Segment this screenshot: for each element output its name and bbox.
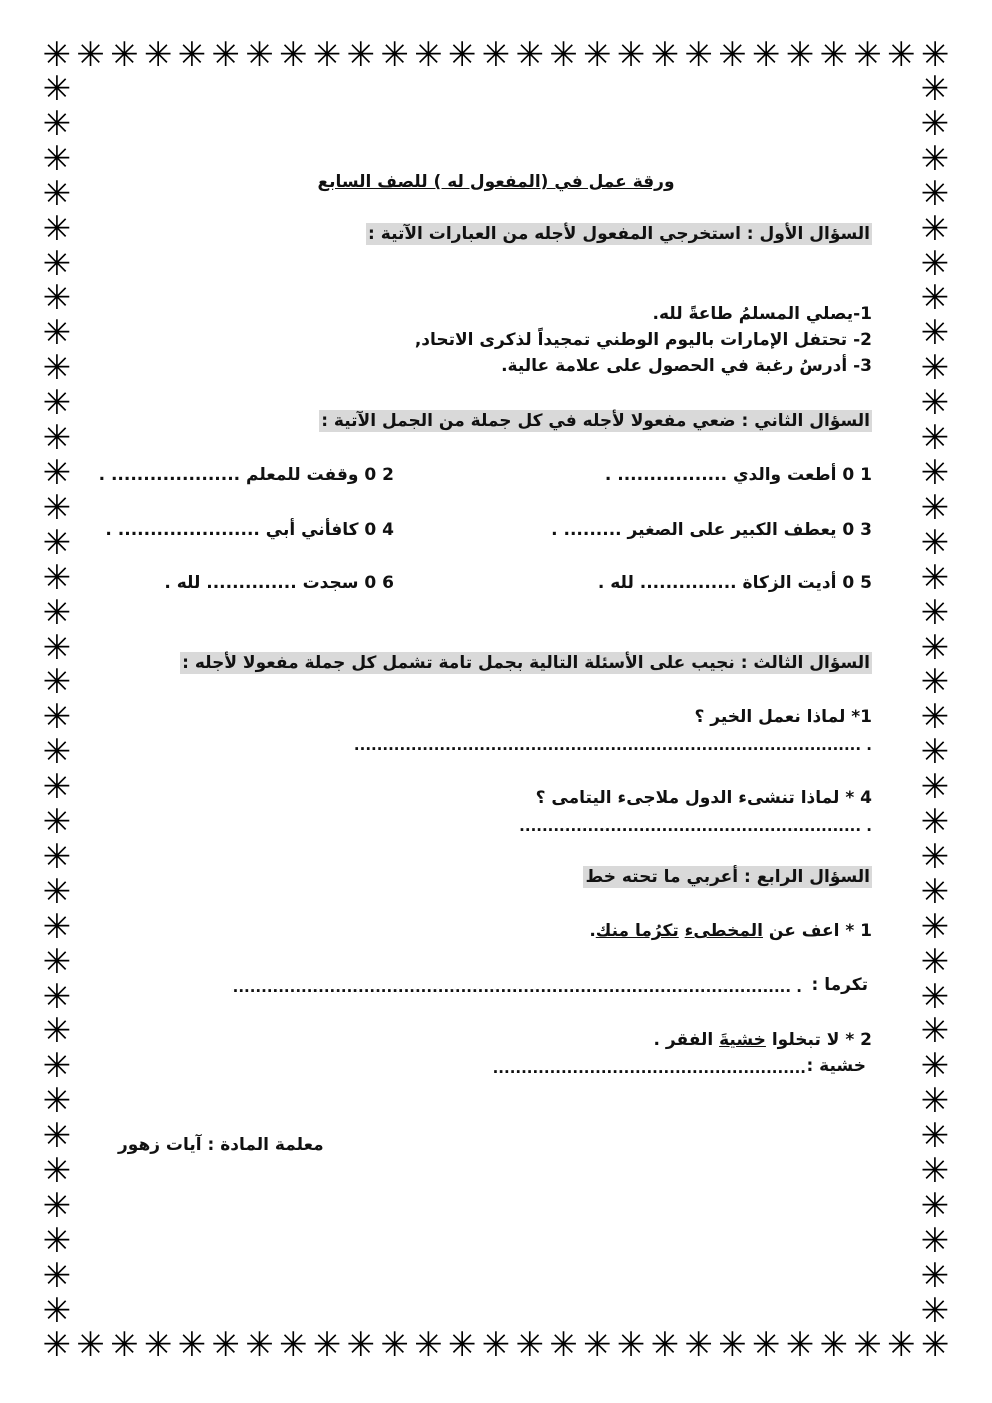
border-star-icon: ✳ — [920, 732, 950, 773]
border-star-icon: ✳ — [920, 662, 950, 703]
border-star-icon: ✳ — [177, 1325, 207, 1365]
border-star-icon: ✳ — [920, 1046, 950, 1087]
border-star-icon: ✳ — [920, 697, 950, 738]
border-star-icon: ✳ — [549, 35, 578, 75]
border-star-icon: ✳ — [143, 1325, 173, 1365]
page-title-text: ورقة عمل في (المفعول له ) للصف السابع — [317, 172, 675, 192]
border-star-icon: ✳ — [819, 35, 849, 75]
border-star-icon: ✳ — [245, 1325, 274, 1365]
border-star-icon: ✳ — [920, 313, 950, 354]
border-star-icon: ✳ — [515, 35, 545, 75]
border-star-icon: ✳ — [920, 348, 950, 389]
page-title — [0, 172, 992, 192]
border-star-icon: ✳ — [920, 383, 950, 424]
q4-answer-1-label: تكرما : — [811, 975, 868, 995]
border-star-icon: ✳ — [549, 1325, 578, 1365]
border-star-icon: ✳ — [245, 35, 274, 75]
q2-heading — [319, 411, 872, 431]
border-star-icon: ✳ — [920, 941, 950, 982]
q4-item-1-underlined-1: المخطىء — [684, 921, 763, 941]
q4-item-2-pre: 2 * لا تبخلوا — [765, 1030, 872, 1050]
border-star-icon: ✳ — [76, 35, 105, 75]
q4-heading-text: السؤال الرابع : أعربي ما تحته خط — [585, 867, 870, 887]
border-star-icon: ✳ — [279, 1325, 308, 1365]
q2-item-2: 2 0 وقفت للمعلم .................... . — [98, 465, 394, 485]
q2-item-6: 6 0 سجدت .............. لله . — [164, 573, 394, 593]
border-star-icon: ✳ — [819, 1325, 849, 1365]
border-star-icon: ✳ — [110, 1325, 139, 1365]
border-star-icon: ✳ — [42, 1116, 72, 1157]
border-star-icon: ✳ — [887, 1325, 916, 1365]
q4-item-1-post: . — [589, 921, 596, 941]
border-star-icon: ✳ — [920, 1290, 950, 1331]
border-star-icon: ✳ — [920, 278, 950, 319]
q3-heading-text: السؤال الثالث : نجيب على الأسئلة التالية بجمل تامة تشمل كل جملة مفعولا لأجله : — [182, 653, 870, 673]
border-star-icon: ✳ — [42, 69, 72, 109]
border-star-icon: ✳ — [920, 452, 950, 493]
q1-item-2: 2- تحتفل الإمارات باليوم الوطني تمجيداً لذكرى الاتحاد, — [414, 330, 872, 350]
q4-item-1-underlined-2: تكرُما منك — [595, 921, 679, 941]
border-star-icon: ✳ — [920, 802, 950, 843]
q1-heading — [366, 224, 872, 244]
border-star-icon: ✳ — [650, 35, 680, 75]
border-star-icon: ✳ — [42, 732, 72, 773]
q4-heading — [583, 867, 872, 887]
q4-item-2-underlined: خشيةَ — [719, 1030, 766, 1050]
border-star-icon: ✳ — [583, 35, 612, 75]
border-star-icon: ✳ — [920, 871, 950, 912]
border-star-icon: ✳ — [42, 1046, 72, 1087]
border-star-icon: ✳ — [42, 522, 72, 563]
border-star-icon: ✳ — [380, 1325, 409, 1365]
q4-answer-2-line: ....................................................... — [492, 1059, 806, 1077]
q3-question-2: 4 * لماذا تنشىء الدول ملاجىء اليتامى ؟ — [535, 788, 872, 808]
border-star-icon: ✳ — [42, 1255, 72, 1296]
q4-item-1 — [589, 921, 872, 941]
border-star-icon: ✳ — [42, 103, 72, 144]
q4-item-2 — [654, 1030, 872, 1050]
border-star-icon: ✳ — [920, 208, 950, 249]
border-star-icon: ✳ — [920, 1255, 950, 1296]
teacher-name: معلمة المادة : آيات زهور — [118, 1135, 324, 1155]
border-star-icon: ✳ — [42, 871, 72, 912]
border-bottom — [40, 1325, 952, 1365]
q2-item-1: 1 0 أطعت والدي ................. . — [604, 465, 872, 485]
border-star-icon: ✳ — [920, 836, 950, 877]
border-star-icon: ✳ — [718, 1325, 747, 1365]
border-star-icon: ✳ — [42, 418, 72, 459]
border-star-icon: ✳ — [684, 35, 713, 75]
border-star-icon: ✳ — [920, 1116, 950, 1157]
border-left — [40, 69, 74, 1331]
border-star-icon: ✳ — [42, 767, 72, 808]
q2-item-5: 5 0 أديت الزكاة ............... لله . — [597, 573, 872, 593]
border-star-icon: ✳ — [448, 35, 477, 75]
border-star-icon: ✳ — [853, 35, 882, 75]
border-star-icon: ✳ — [42, 313, 72, 354]
q1-item-1: 1-يصلي المسلمُ طاعةً لله. — [652, 304, 872, 324]
q3-heading — [180, 653, 872, 673]
border-star-icon: ✳ — [42, 452, 72, 493]
border-star-icon: ✳ — [920, 1220, 950, 1261]
border-star-icon: ✳ — [42, 348, 72, 389]
border-star-icon: ✳ — [684, 1325, 713, 1365]
border-star-icon: ✳ — [616, 35, 646, 75]
border-star-icon: ✳ — [481, 35, 511, 75]
border-star-icon: ✳ — [920, 173, 950, 214]
border-star-icon: ✳ — [616, 1325, 646, 1365]
border-star-icon: ✳ — [920, 1011, 950, 1052]
q2-item-4: 4 0 كافأني أبي ...................... . — [105, 520, 394, 540]
border-star-icon: ✳ — [42, 243, 72, 284]
q3-answer-line-1: ......................................................................................... . — [353, 736, 872, 754]
border-star-icon: ✳ — [279, 35, 308, 75]
border-star-icon: ✳ — [515, 1325, 545, 1365]
border-star-icon: ✳ — [42, 592, 72, 633]
border-right — [918, 69, 952, 1331]
q4-item-1-pre: 1 * اعف عن — [762, 921, 872, 941]
q3-question-1: 1* لماذا نعمل الخير ؟ — [694, 707, 872, 727]
border-star-icon: ✳ — [920, 976, 950, 1017]
q2-heading-text: السؤال الثاني : ضعي مفعولا لأجله في كل جملة من الجمل الآتية : — [321, 411, 870, 431]
border-star-icon: ✳ — [42, 1325, 72, 1365]
border-star-icon: ✳ — [448, 1325, 477, 1365]
border-star-icon: ✳ — [42, 662, 72, 703]
border-star-icon: ✳ — [920, 592, 950, 633]
q1-heading-text: السؤال الأول : استخرجي المفعول لأجله من العبارات الآتية : — [368, 224, 870, 244]
border-star-icon: ✳ — [920, 906, 950, 947]
border-star-icon: ✳ — [42, 1186, 72, 1226]
border-star-icon: ✳ — [312, 35, 342, 75]
q4-item-2-post: الفقر . — [653, 1030, 720, 1050]
border-star-icon: ✳ — [752, 35, 781, 75]
q2-item-3: 3 0 يعطف الكبير على الصغير ......... . — [551, 520, 872, 540]
border-star-icon: ✳ — [42, 627, 72, 668]
border-star-icon: ✳ — [346, 35, 376, 75]
border-star-icon: ✳ — [42, 836, 72, 877]
border-star-icon: ✳ — [920, 627, 950, 668]
border-star-icon: ✳ — [920, 1081, 950, 1122]
border-star-icon: ✳ — [42, 906, 72, 947]
border-star-icon: ✳ — [920, 243, 950, 284]
border-star-icon: ✳ — [110, 35, 139, 75]
border-star-icon: ✳ — [143, 35, 173, 75]
border-star-icon: ✳ — [42, 383, 72, 424]
border-star-icon: ✳ — [920, 557, 950, 598]
q4-answer-2-label: خشية : — [806, 1056, 866, 1076]
border-star-icon: ✳ — [920, 1151, 950, 1192]
border-star-icon: ✳ — [752, 1325, 781, 1365]
border-star-icon: ✳ — [583, 1325, 612, 1365]
border-star-icon: ✳ — [42, 208, 72, 249]
border-star-icon: ✳ — [42, 1151, 72, 1192]
border-star-icon: ✳ — [650, 1325, 680, 1365]
border-star-icon: ✳ — [380, 35, 409, 75]
border-star-icon: ✳ — [920, 103, 950, 144]
border-star-icon: ✳ — [312, 1325, 342, 1365]
border-star-icon: ✳ — [887, 35, 916, 75]
border-star-icon: ✳ — [920, 767, 950, 808]
border-star-icon: ✳ — [42, 557, 72, 598]
border-top — [40, 35, 952, 75]
border-star-icon: ✳ — [920, 35, 950, 75]
border-star-icon: ✳ — [718, 35, 747, 75]
border-star-icon: ✳ — [920, 487, 950, 528]
border-star-icon: ✳ — [414, 35, 443, 75]
q1-item-3: 3- أدرسُ رغبة في الحصول على علامة عالية. — [501, 356, 872, 376]
border-star-icon: ✳ — [920, 138, 950, 179]
border-star-icon: ✳ — [42, 941, 72, 982]
border-star-icon: ✳ — [42, 138, 72, 179]
border-star-icon: ✳ — [920, 69, 950, 109]
border-star-icon: ✳ — [346, 1325, 376, 1365]
border-star-icon: ✳ — [42, 1011, 72, 1052]
border-star-icon: ✳ — [853, 1325, 882, 1365]
border-star-icon: ✳ — [920, 1186, 950, 1226]
border-star-icon: ✳ — [42, 35, 72, 75]
border-star-icon: ✳ — [42, 278, 72, 319]
border-star-icon: ✳ — [920, 1325, 950, 1365]
q4-answer-1-line: .................................................................................................. . — [232, 978, 802, 996]
border-star-icon: ✳ — [414, 1325, 443, 1365]
border-star-icon: ✳ — [785, 1325, 815, 1365]
q3-answer-line-2: ............................................................ . — [519, 817, 872, 835]
border-star-icon: ✳ — [920, 418, 950, 459]
border-star-icon: ✳ — [42, 802, 72, 843]
border-star-icon: ✳ — [211, 1325, 241, 1365]
border-star-icon: ✳ — [211, 35, 241, 75]
border-star-icon: ✳ — [42, 976, 72, 1017]
border-star-icon: ✳ — [920, 522, 950, 563]
border-star-icon: ✳ — [42, 487, 72, 528]
border-star-icon: ✳ — [42, 1220, 72, 1261]
border-star-icon: ✳ — [42, 173, 72, 214]
border-star-icon: ✳ — [76, 1325, 105, 1365]
border-star-icon: ✳ — [785, 35, 815, 75]
border-star-icon: ✳ — [481, 1325, 511, 1365]
border-star-icon: ✳ — [42, 697, 72, 738]
border-star-icon: ✳ — [177, 35, 207, 75]
border-star-icon: ✳ — [42, 1290, 72, 1331]
border-star-icon: ✳ — [42, 1081, 72, 1122]
